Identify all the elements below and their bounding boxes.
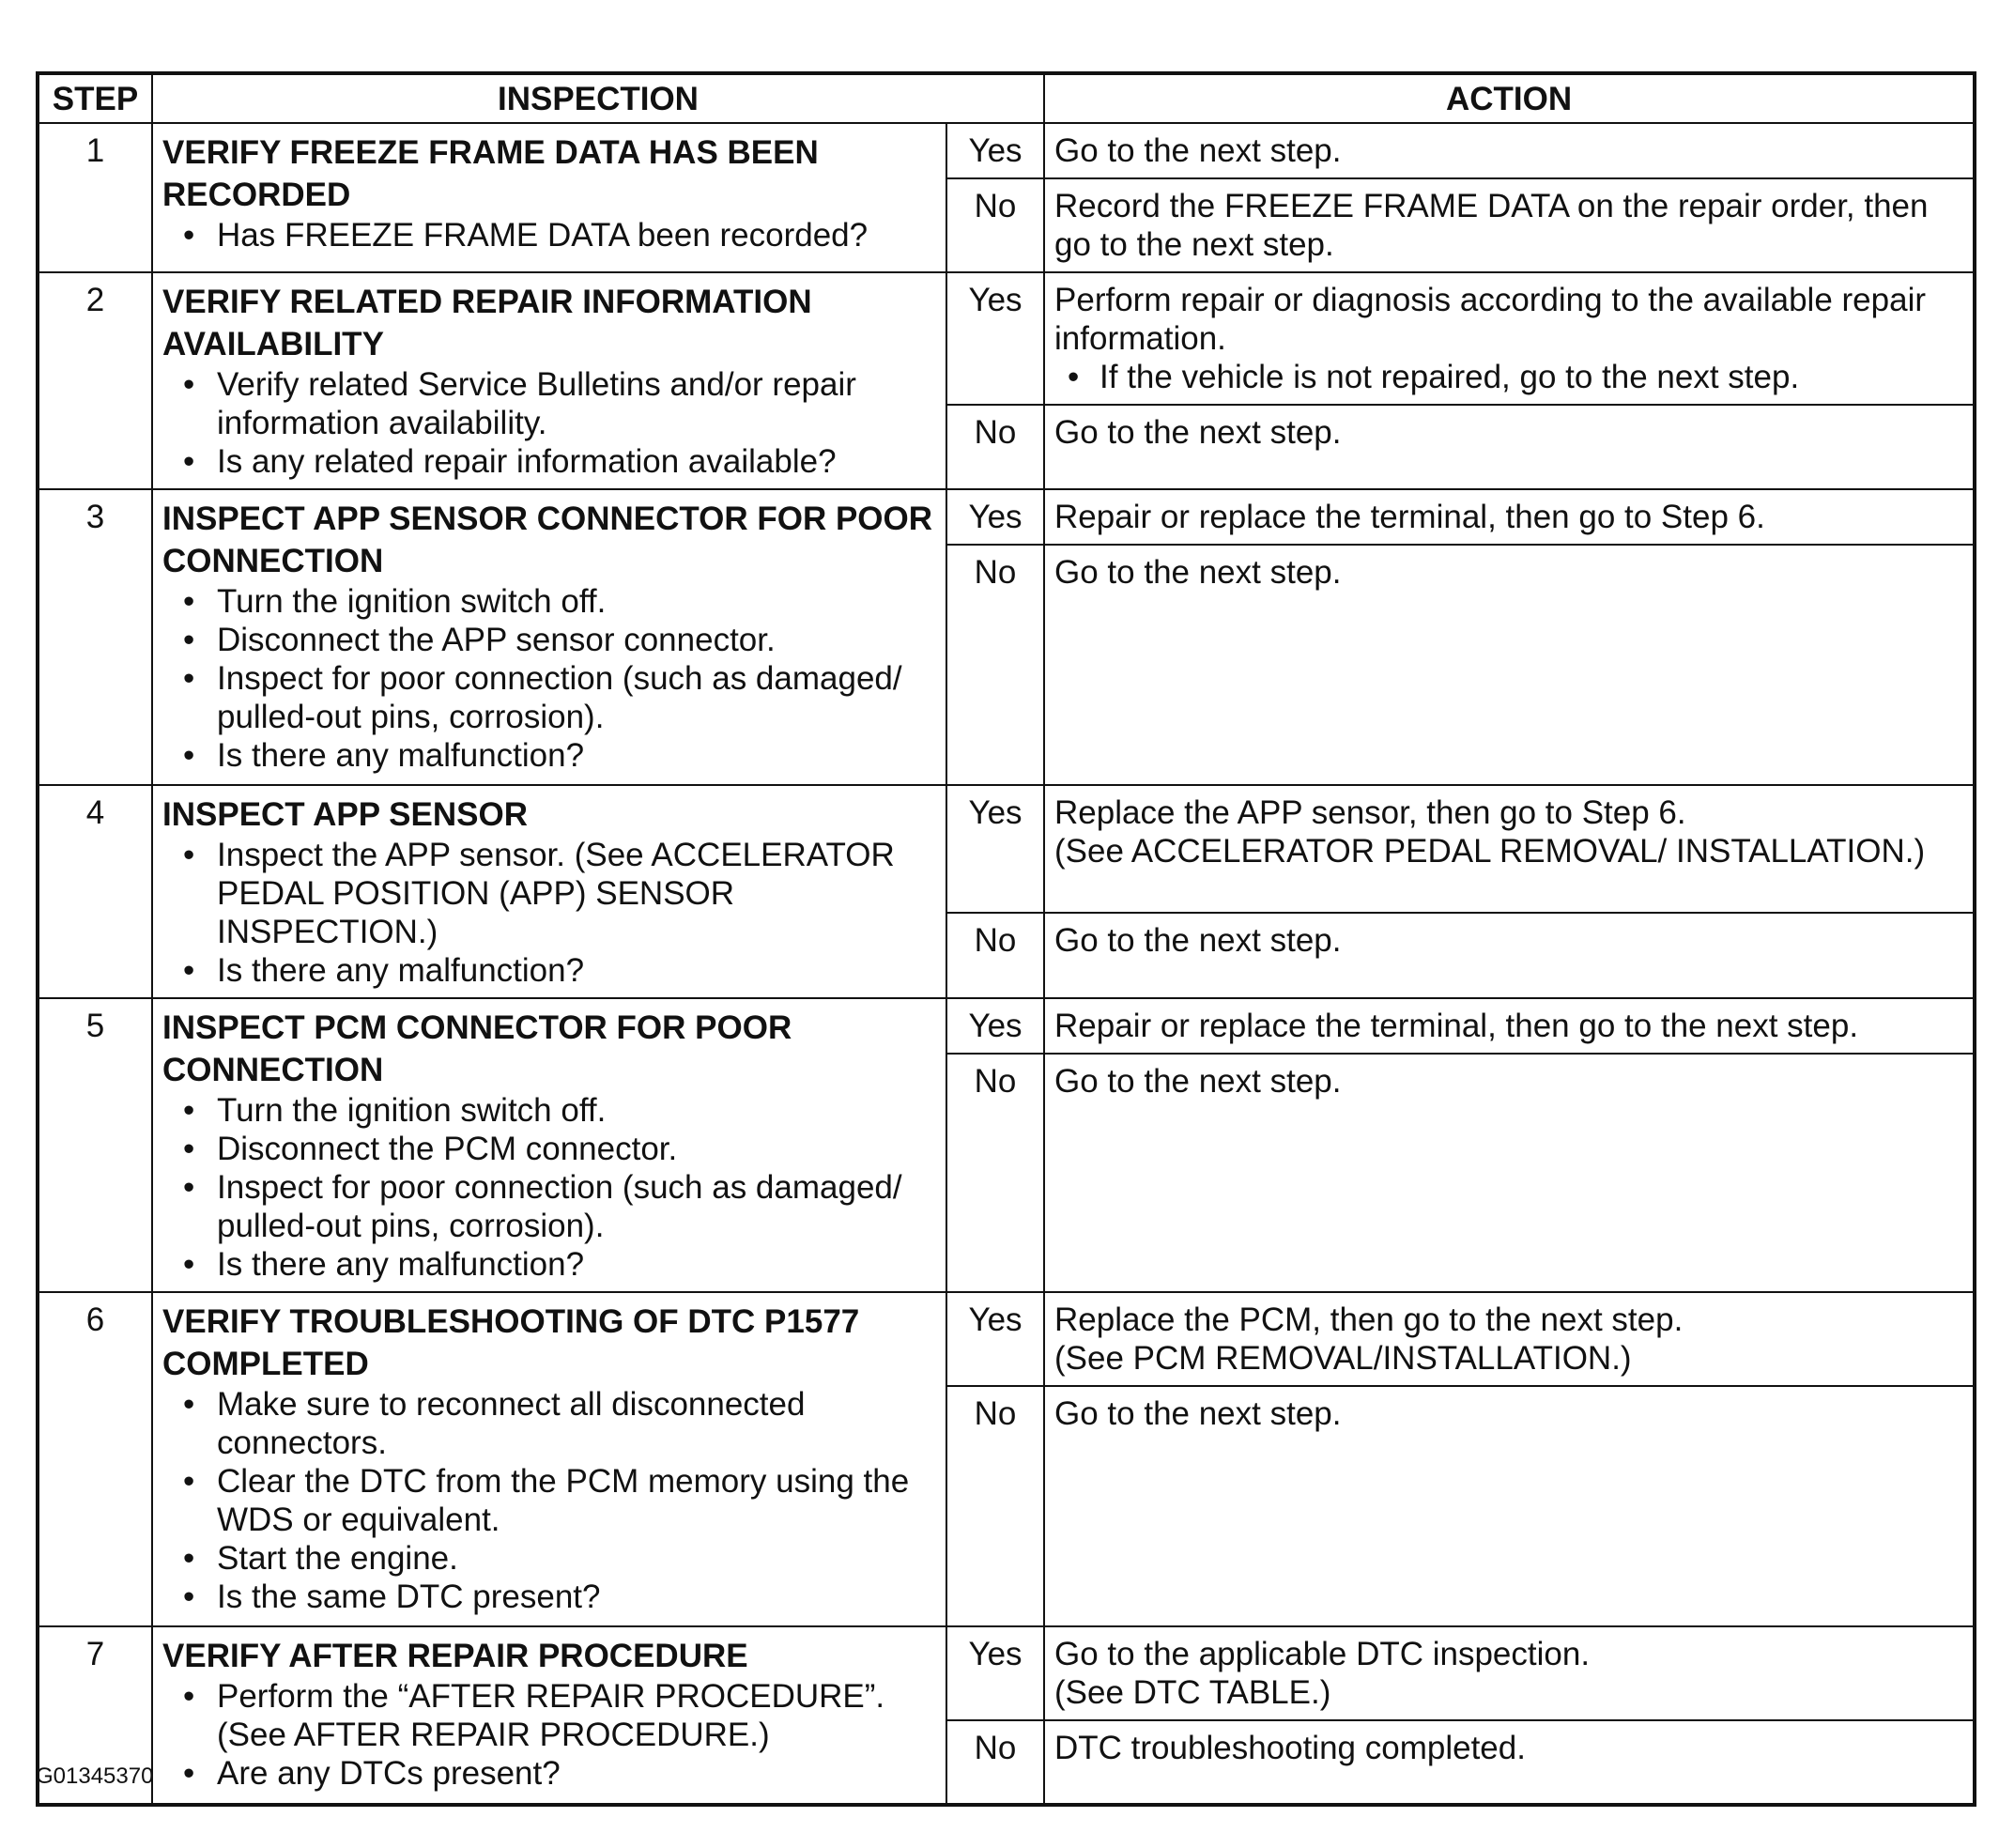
- inspection-title: VERIFY AFTER REPAIR PROCEDURE: [162, 1638, 748, 1674]
- table-row: [38, 1292, 1975, 1386]
- action-text: (See ACCELERATOR PEDAL REMOVAL/ INSTALLATION.): [1054, 833, 1926, 870]
- step-number: 5: [38, 998, 152, 1292]
- action-text: (See PCM REMOVAL/INSTALLATION.): [1054, 1340, 1632, 1377]
- inspection-item: • Disconnect the APP sensor connector.: [183, 621, 936, 659]
- inspection-title: VERIFY TROUBLESHOOTING OF DTC P1577 COMPLETED: [162, 1303, 860, 1382]
- action-text: Go to the applicable DTC inspection.: [1054, 1636, 1591, 1672]
- inspection-list: [162, 1091, 936, 1284]
- action-yes: [1044, 123, 1975, 178]
- table-row: [38, 998, 1975, 1054]
- inspection-title: VERIFY FREEZE FRAME DATA HAS BEEN RECORDED: [162, 134, 819, 213]
- inspection-cell: [152, 123, 946, 272]
- step-number: 1: [38, 123, 152, 272]
- answer-no: No: [946, 913, 1044, 998]
- inspection-item: • Inspect for poor connection (such as damaged/ pulled-out pins, corrosion).: [183, 1168, 936, 1245]
- action-text: Go to the next step.: [1054, 414, 1342, 451]
- answer-no: No: [946, 1720, 1044, 1805]
- answer-no: No: [946, 1054, 1044, 1292]
- header-action: ACTION: [1044, 73, 1975, 123]
- inspection-cell: [152, 272, 946, 489]
- action-text: Replace the APP sensor, then go to Step 6.: [1054, 794, 1686, 831]
- inspection-list: [162, 836, 936, 990]
- step-number: 3: [38, 489, 152, 785]
- inspection-cell: [152, 489, 946, 785]
- inspection-list: [162, 365, 936, 481]
- step-number: 7: [38, 1626, 152, 1805]
- inspection-item: • Are any DTCs present?: [183, 1754, 936, 1793]
- action-yes: [1044, 272, 1975, 405]
- inspection-cell: [152, 785, 946, 998]
- action-no: [1044, 913, 1975, 998]
- table-row: [38, 123, 1975, 178]
- action-text: Go to the next step.: [1054, 132, 1342, 169]
- action-text: Go to the next step.: [1054, 554, 1342, 591]
- answer-yes: Yes: [946, 272, 1044, 405]
- inspection-item: • Inspect for poor connection (such as damaged/ pulled-out pins, corrosion).: [183, 659, 936, 736]
- action-text: Perform repair or diagnosis according to the available repair information.: [1054, 282, 1926, 357]
- step-number: 2: [38, 272, 152, 489]
- inspection-item: • Is there any malfunction?: [183, 951, 936, 990]
- answer-no: No: [946, 178, 1044, 272]
- action-yes: [1044, 1626, 1975, 1720]
- inspection-cell: [152, 1292, 946, 1626]
- action-yes: [1044, 1292, 1975, 1386]
- header-step: STEP: [38, 73, 152, 123]
- inspection-list: [162, 582, 936, 775]
- inspection-title: INSPECT PCM CONNECTOR FOR POOR CONNECTION: [162, 1009, 792, 1088]
- inspection-item: • Disconnect the PCM connector.: [183, 1130, 936, 1168]
- inspection-item: • Is the same DTC present?: [183, 1578, 936, 1616]
- inspection-item: • Verify related Service Bulletins and/or repair information availability.: [183, 365, 936, 442]
- action-text: Go to the next step.: [1054, 1395, 1342, 1432]
- inspection-item: • Turn the ignition switch off.: [183, 1091, 936, 1130]
- inspection-cell: [152, 1626, 946, 1805]
- answer-no: No: [946, 545, 1044, 785]
- inspection-item: • Inspect the APP sensor. (See ACCELERATOR PEDAL POSITION (APP) SENSOR INSPECTION.): [183, 836, 936, 951]
- action-no: [1044, 545, 1975, 785]
- action-text: Replace the PCM, then go to the next step.: [1054, 1301, 1684, 1338]
- inspection-item: • Start the engine.: [183, 1539, 936, 1578]
- answer-yes: Yes: [946, 489, 1044, 545]
- step-number: 4: [38, 785, 152, 998]
- answer-no: No: [946, 1386, 1044, 1626]
- action-yes: [1044, 785, 1975, 913]
- inspection-item: • Clear the DTC from the PCM memory using the WDS or equivalent.: [183, 1462, 936, 1539]
- inspection-cell: [152, 998, 946, 1292]
- inspection-item: • Make sure to reconnect all disconnected connectors.: [183, 1385, 936, 1462]
- inspection-title: VERIFY RELATED REPAIR INFORMATION AVAILABILITY: [162, 284, 812, 362]
- table-header-row: [38, 73, 1975, 123]
- inspection-title: INSPECT APP SENSOR: [162, 796, 528, 833]
- inspection-list: [162, 1677, 936, 1793]
- inspection-item: • Is there any malfunction?: [183, 736, 936, 775]
- action-no: [1044, 1386, 1975, 1626]
- action-no: [1044, 1054, 1975, 1292]
- action-no: [1044, 405, 1975, 489]
- inspection-list: [162, 216, 936, 254]
- table-row: [38, 489, 1975, 545]
- action-bullet-list: [1054, 358, 1963, 396]
- inspection-item: • Has FREEZE FRAME DATA been recorded?: [183, 216, 936, 254]
- figure-id: G01345370: [36, 1763, 154, 1789]
- answer-yes: Yes: [946, 785, 1044, 913]
- step-number: 6: [38, 1292, 152, 1626]
- table-row: [38, 1626, 1975, 1720]
- table-row: [38, 272, 1975, 405]
- inspection-item: • Turn the ignition switch off.: [183, 582, 936, 621]
- action-text: Go to the next step.: [1054, 1063, 1342, 1101]
- inspection-item: • Perform the “AFTER REPAIR PROCEDURE”. (See AFTER REPAIR PROCEDURE.): [183, 1677, 936, 1754]
- answer-yes: Yes: [946, 998, 1044, 1054]
- action-text: DTC troubleshooting completed.: [1054, 1730, 1526, 1766]
- inspection-title: INSPECT APP SENSOR CONNECTOR FOR POOR CONNECTION: [162, 500, 933, 579]
- action-no: [1044, 178, 1975, 272]
- action-yes: [1044, 489, 1975, 545]
- action-text: (See DTC TABLE.): [1054, 1674, 1331, 1711]
- action-text: Repair or replace the terminal, then go to the next step.: [1054, 1008, 1859, 1044]
- inspection-item: • Is there any malfunction?: [183, 1245, 936, 1284]
- table-body: [38, 123, 1975, 1805]
- inspection-list: [162, 1385, 936, 1616]
- diagnostic-procedure-table: [36, 71, 1976, 1807]
- action-bullet: • If the vehicle is not repaired, go to the next step.: [1068, 358, 1963, 396]
- action-text: Record the FREEZE FRAME DATA on the repair order, then go to the next step.: [1054, 188, 1929, 263]
- action-text: Go to the next step.: [1054, 922, 1342, 960]
- action-no: [1044, 1720, 1975, 1805]
- action-text: Repair or replace the terminal, then go to Step 6.: [1054, 499, 1765, 535]
- answer-yes: Yes: [946, 1626, 1044, 1720]
- inspection-item: • Is any related repair information available?: [183, 442, 936, 481]
- table-row: [38, 785, 1975, 913]
- action-yes: [1044, 998, 1975, 1054]
- answer-yes: Yes: [946, 123, 1044, 178]
- answer-yes: Yes: [946, 1292, 1044, 1386]
- header-inspection: INSPECTION: [152, 73, 1044, 123]
- answer-no: No: [946, 405, 1044, 489]
